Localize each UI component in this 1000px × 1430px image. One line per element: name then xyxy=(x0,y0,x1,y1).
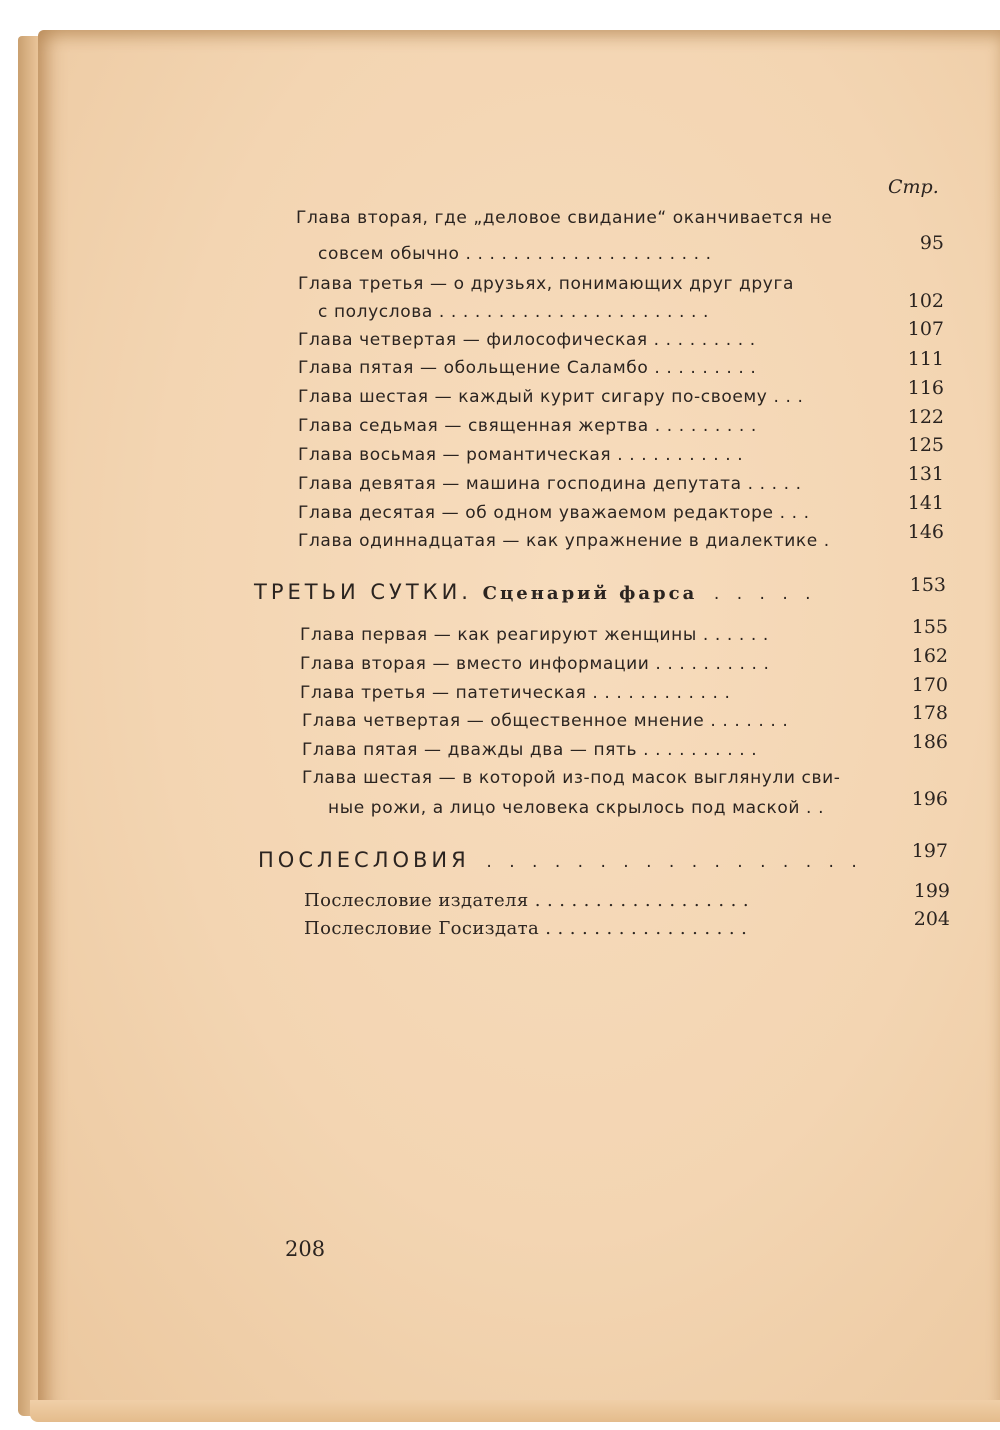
page-number: 208 xyxy=(285,1237,326,1261)
toc-page-number: 141 xyxy=(907,492,944,514)
page-bottom-edge xyxy=(30,1400,1000,1422)
part-heading xyxy=(254,580,817,604)
part-title: ПОСЛЕСЛОВИЯ xyxy=(258,848,470,872)
part-title: ТРЕТЬИ СУТКИ. xyxy=(254,580,472,604)
toc-entry: Глава вторая — вместо информации . . . . . . . . . . xyxy=(300,654,770,674)
part-leader-dots: . . . . . . . . . . . . . . . . . xyxy=(486,852,863,872)
toc-page-number: 199 xyxy=(913,880,950,902)
toc-entry: Глава девятая — машина господина депутата . . . . . xyxy=(298,474,802,494)
toc-page-number: 116 xyxy=(907,377,944,399)
toc-page-number: 197 xyxy=(911,840,948,862)
toc-entry: Послесловие издателя . . . . . . . . . . . . . . . . . . xyxy=(304,890,749,911)
page-column-header: Стр. xyxy=(888,176,939,198)
toc-entry: Глава десятая — об одном уважаемом редакторе . . . xyxy=(298,503,810,523)
toc-entry-line: с полуслова . . . . . . . . . . . . . . . . . . . . . . . xyxy=(318,302,710,322)
toc-page-number: 204 xyxy=(913,908,950,930)
part-subtitle: Сценарий фарса xyxy=(482,583,698,604)
toc-page-number: 178 xyxy=(911,702,948,724)
part-leader-dots: . . . . . xyxy=(713,584,817,604)
toc-page-number: 131 xyxy=(907,463,944,485)
toc-entry: Глава пятая — обольщение Саламбо . . . . . . . . . xyxy=(298,358,757,378)
part-heading xyxy=(258,848,863,872)
toc-entry-line: Глава шестая — в которой из-под масок выглянули сви- xyxy=(302,768,841,788)
toc-page-number: 102 xyxy=(907,290,944,312)
toc-entry-line: ные рожи, а лицо человека скрылось под маской . . xyxy=(328,798,825,818)
toc-entry: Глава четвертая — философическая . . . . . . . . . xyxy=(298,330,756,350)
toc-entry-line: Глава третья — о друзьях, понимающих друг друга xyxy=(298,274,795,294)
toc-page-number: 146 xyxy=(907,521,944,543)
toc-entry-line: Глава вторая, где „деловое свидание“ оканчивается не xyxy=(296,208,833,228)
toc-page-number: 162 xyxy=(911,645,948,667)
toc-entry: Глава седьмая — священная жертва . . . . . . . . . xyxy=(298,416,757,436)
toc-entry: Глава шестая — каждый курит сигару по-своему . . . xyxy=(298,387,804,407)
toc-entry: Глава первая — как реагируют женщины . . . . . . xyxy=(300,625,769,645)
toc-entry: Глава четвертая — общественное мнение . . . . . . . xyxy=(302,711,789,731)
toc-page-number: 107 xyxy=(907,318,944,340)
toc-page-number: 125 xyxy=(907,434,944,456)
toc-page-number: 196 xyxy=(911,788,948,810)
toc-page-number: 95 xyxy=(919,232,944,254)
toc-page-number: 111 xyxy=(907,348,944,370)
toc-entry-line: совсем обычно . . . . . . . . . . . . . . . . . . . . . xyxy=(318,244,712,264)
toc-page-number: 122 xyxy=(907,406,944,428)
toc-entry: Послесловие Госиздата . . . . . . . . . . . . . . . . . xyxy=(304,918,748,939)
toc-page-number: 155 xyxy=(911,616,948,638)
toc-page-number: 170 xyxy=(911,674,948,696)
toc-entry: Глава третья — патетическая . . . . . . . . . . . . xyxy=(300,683,731,703)
toc-entry: Глава пятая — дважды два — пять . . . . . . . . . . xyxy=(302,740,758,760)
toc-entry: Глава одиннадцатая — как упражнение в диалектике . xyxy=(298,531,830,551)
toc-page-number: 153 xyxy=(909,574,946,596)
toc-page-number: 186 xyxy=(911,731,948,753)
toc-entry: Глава восьмая — романтическая . . . . . . . . . . . xyxy=(298,445,744,465)
